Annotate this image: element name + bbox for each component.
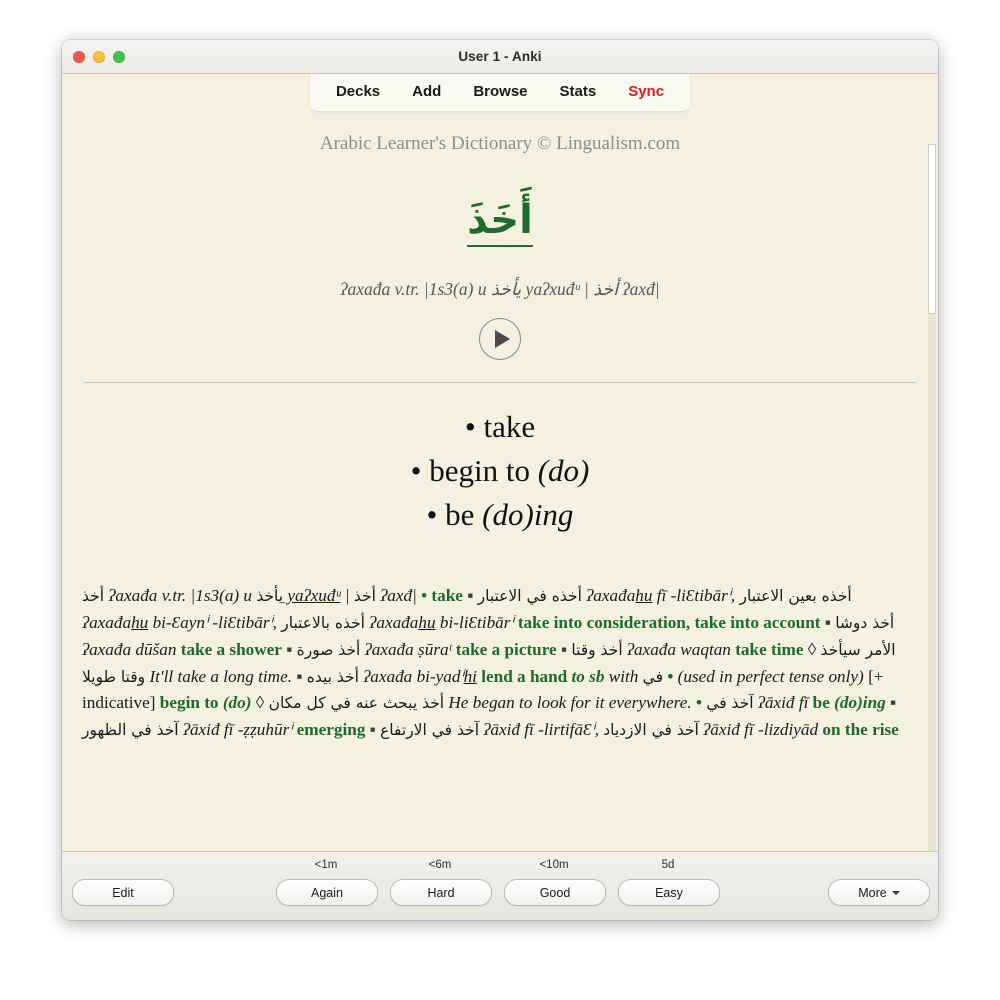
transliteration-text: | — [340, 586, 354, 606]
arabic-text: الأمر سيأخذ وقتا طويلا — [82, 640, 896, 686]
transliteration-text: ʔaxđ| — [375, 586, 417, 606]
chevron-down-icon — [892, 891, 900, 895]
gloss-text-italic: to sb — [571, 666, 605, 686]
entry-separator-square: ▪ — [365, 720, 381, 740]
play-icon[interactable] — [479, 318, 521, 360]
definition-bullet: • — [426, 497, 438, 533]
again-button[interactable]: Again — [276, 879, 378, 906]
arabic-text: أخذ دوشا — [835, 613, 895, 632]
arabic-text: أخذ وقتا — [571, 640, 623, 659]
gloss-text-italic: (do)ing — [834, 693, 886, 713]
arabic-text: أخذه بعين الاعتبار — [739, 587, 852, 606]
gloss-text: be — [812, 693, 835, 713]
entry-separator-square: ◊ — [251, 693, 269, 713]
headword-text: أَخَذَ — [467, 197, 533, 247]
entry-separator-square: ▪ — [820, 612, 836, 632]
gloss-text: take — [431, 586, 463, 606]
transliteration-text: ʔāxiđ fī -lirtifāƐⁱ, — [479, 720, 604, 740]
entry-separator-square: ▪ — [281, 639, 297, 659]
definition-bullet: • — [464, 409, 476, 444]
definition-bullet: • — [410, 453, 422, 489]
transliteration-text: fī -liƐtibārⁱ, — [652, 586, 740, 606]
anki-main-window — [62, 40, 938, 920]
entry-separator-square: ▪ — [292, 666, 307, 686]
arabic-text: أخذ صورة — [296, 640, 361, 659]
play-triangle-icon — [495, 330, 510, 348]
transliteration-text: ʔaxađa — [581, 586, 636, 606]
dictionary-entry-body — [82, 583, 918, 744]
deck-source-credit: Arabic Learner's Dictionary © Lingualism.com — [319, 133, 681, 154]
edit-button[interactable]: Edit — [72, 879, 174, 906]
window-traffic-lights — [73, 51, 125, 63]
transliteration-text: ʔāxiđ fī — [753, 693, 813, 713]
transliteration-underline: hu — [131, 612, 149, 632]
entry-plain-text: [+ indicative] — [82, 666, 884, 713]
window-title: User 1 - Anki — [458, 49, 542, 64]
gloss-text: take a shower — [180, 639, 282, 659]
card-scrollbar[interactable] — [928, 144, 936, 851]
transliteration-text: with — [604, 666, 643, 686]
gloss-text: emerging — [296, 720, 366, 740]
arabic-text: آخذ في — [706, 694, 754, 713]
nav-add[interactable]: Add — [412, 83, 442, 100]
transliteration-text: (used in perfect tense only) — [677, 666, 864, 686]
gloss-text: on the rise — [822, 720, 899, 740]
arabic-text: أخذ بيده — [306, 667, 359, 686]
arabic-text: يأخذ — [256, 587, 284, 606]
nav-sync[interactable]: Sync — [628, 83, 665, 100]
minimize-window-button[interactable] — [93, 51, 105, 63]
transliteration-text: ʔaxađa ṣūraᵗ — [360, 639, 456, 659]
transliteration-text: ʔaxađa waqtan — [622, 639, 736, 659]
close-window-button[interactable] — [73, 51, 85, 63]
arabic-text: في — [642, 667, 664, 686]
transliteration-text: ʔaxađa — [365, 612, 419, 632]
window-titlebar — [62, 40, 938, 74]
transliteration-text: ʔaxađa dūšan — [82, 639, 181, 659]
transliteration-underline: hu — [635, 586, 653, 606]
transliteration-text: He began to look for it everywhere. — [444, 693, 692, 713]
transliteration-text: bi-liƐtibārⁱ — [435, 612, 518, 632]
definition-text: take — [483, 409, 536, 444]
transliteration-text: bi-Ɛaynⁱ -liƐtibārⁱ, — [148, 612, 282, 632]
arabic-text: أخذ — [82, 587, 105, 606]
audio-play-row — [62, 318, 938, 360]
nav-decks[interactable]: Decks — [335, 83, 381, 100]
headword-arabic — [62, 197, 938, 243]
arabic-text: آخذ في الازدياد — [603, 721, 699, 740]
main-navigation-bar — [62, 74, 938, 111]
answer-button-bar — [62, 851, 938, 920]
definition-italic: (do) — [537, 453, 590, 489]
easy-button[interactable]: Easy — [618, 879, 720, 906]
transliteration-text: ʔāxiđ fī -ẓẓuhūrⁱ — [178, 720, 297, 740]
nav-stats[interactable]: Stats — [559, 83, 597, 100]
arabic-text: أخذه بالاعتبار — [281, 613, 365, 632]
card-review-area — [62, 74, 938, 851]
more-button-label: More — [858, 885, 887, 900]
zoom-window-button[interactable] — [113, 51, 125, 63]
entry-separator-bullet: • — [416, 586, 432, 606]
interval-good: <10m — [539, 859, 569, 871]
transliteration-text: yaʔxuđᵘ — [283, 586, 341, 606]
definition-item-1 — [62, 405, 938, 449]
arabic-text: أخذ يبحث عنه في كل مكان — [268, 694, 445, 713]
transliteration-line: ʔaxađa v.tr. |1s3(a) u يأخذ yaʔxuđᵘ | أخذ ʔaxđ| — [340, 279, 660, 299]
definition-item-2 — [62, 449, 938, 493]
transliteration-text: ʔaxađa bi-yadⁱ — [358, 666, 464, 686]
gloss-text: take into consideration, take into account — [517, 612, 821, 632]
gloss-text: take time — [735, 639, 804, 659]
hard-button[interactable]: Hard — [390, 879, 492, 906]
entry-separator-square: ▪ — [885, 693, 897, 713]
entry-separator-square: ◊ — [803, 639, 821, 659]
good-button[interactable]: Good — [504, 879, 606, 906]
definition-list — [62, 405, 938, 537]
gloss-text-italic: (do) — [222, 693, 252, 713]
nav-browse[interactable]: Browse — [473, 83, 528, 100]
gloss-text: begin to — [159, 693, 223, 713]
definition-item-3 — [62, 493, 938, 537]
transliteration-underline: hi — [463, 666, 477, 686]
entry-separator-bullet: • — [691, 693, 707, 713]
arabic-text: أخذه في الاعتبار — [477, 587, 582, 606]
gloss-text: lend a hand — [481, 666, 572, 686]
interval-again: <1m — [314, 859, 338, 871]
gloss-text: take a picture — [455, 639, 557, 659]
entry-separator-square: ▪ — [556, 639, 572, 659]
entry-separator-square: ▪ — [462, 586, 478, 606]
interval-easy: 5d — [661, 859, 675, 871]
definition-text: be — [445, 497, 483, 533]
definition-italic: (do)ing — [482, 497, 574, 533]
transliteration-text: ʔāxiđ fī -lizdiyād — [698, 720, 823, 740]
arabic-text: آخذ في الظهور — [82, 721, 179, 740]
card-scrollbar-thumb[interactable] — [928, 144, 936, 314]
definition-text: begin to — [429, 453, 538, 489]
transliteration-text: ʔaxađa — [82, 612, 132, 632]
transliteration-text: It'll take a long time. — [145, 666, 293, 686]
answer-divider — [84, 382, 916, 383]
more-button[interactable] — [828, 879, 930, 906]
interval-hard: <6m — [428, 859, 452, 871]
arabic-text: آخذ في الارتفاع — [380, 721, 480, 740]
transliteration-text: ʔaxađa v.tr. |1s3(a) u — [104, 586, 257, 606]
entry-separator-bullet: • — [663, 666, 678, 686]
transliteration-underline: hu — [418, 612, 436, 632]
arabic-text: أخذ — [353, 587, 376, 606]
